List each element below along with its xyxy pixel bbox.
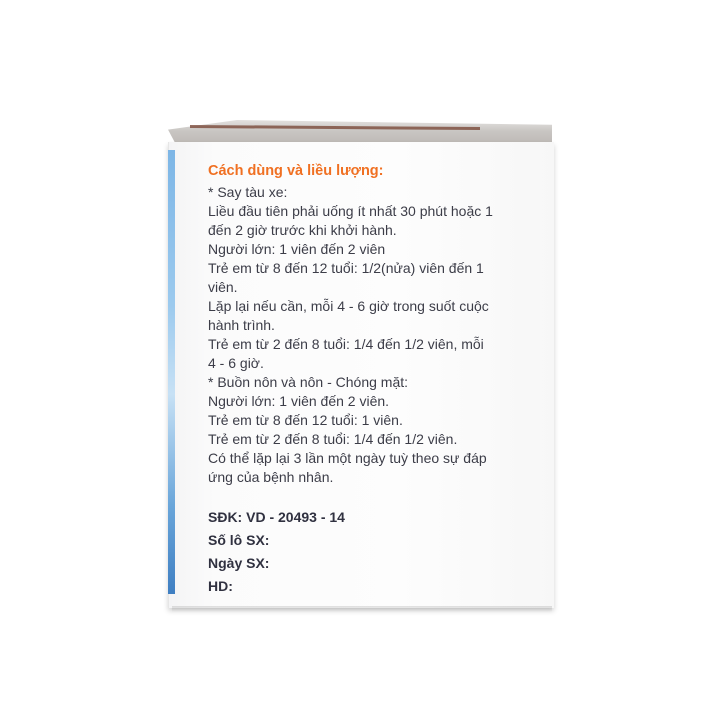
expiry-date-label: HD: — [208, 578, 233, 594]
dosage-line: Có thể lặp lại 3 lần một ngày tuỳ theo sự đáp — [208, 450, 487, 466]
dosage-line: Trẻ em từ 2 đến 8 tuổi: 1/4 đến 1/2 viên. — [208, 431, 458, 447]
dosage-heading: Cách dùng và liều lượng: — [208, 163, 384, 179]
dosage-line: viên. — [208, 279, 238, 295]
box-bottom-shadow — [172, 606, 552, 612]
dosage-line: đến 2 giờ trước khi khởi hành. — [208, 222, 397, 238]
box-side-panel — [168, 142, 554, 608]
dosage-line: Trẻ em từ 8 đến 12 tuổi: 1 viên. — [208, 412, 403, 428]
dosage-line: ứng của bệnh nhân. — [208, 469, 334, 485]
box-top-lid — [168, 120, 552, 144]
dosage-line: Người lớn: 1 viên đến 2 viên — [208, 241, 386, 257]
dosage-line: Liều đầu tiên phải uống ít nhất 30 phút hoặc 1 — [208, 203, 493, 219]
dosage-line: Trẻ em từ 8 đến 12 tuổi: 1/2(nửa) viên đến 1 — [208, 260, 484, 276]
dosage-line: 4 - 6 giờ. — [208, 355, 264, 371]
dosage-line: * Buồn nôn và nôn - Chóng mặt: — [208, 374, 409, 390]
dosage-line: * Say tàu xe: — [208, 184, 288, 200]
manufacture-date-label: Ngày SX: — [208, 555, 270, 571]
section-spacer — [208, 487, 538, 506]
dosage-line: hành trình. — [208, 317, 275, 333]
dosage-line: Trẻ em từ 2 đến 8 tuổi: 1/4 đến 1/2 viên, mỗi — [208, 336, 484, 352]
lot-number-label: Số lô SX: — [208, 532, 270, 548]
dosage-line: Người lớn: 1 viên đến 2 viên. — [208, 393, 390, 409]
dosage-line: Lặp lại nếu cần, mỗi 4 - 6 giờ trong suốt cuộc — [208, 298, 489, 314]
registration-number: SĐK: VD - 20493 - 14 — [208, 509, 345, 525]
blue-edge-strip — [168, 150, 175, 594]
